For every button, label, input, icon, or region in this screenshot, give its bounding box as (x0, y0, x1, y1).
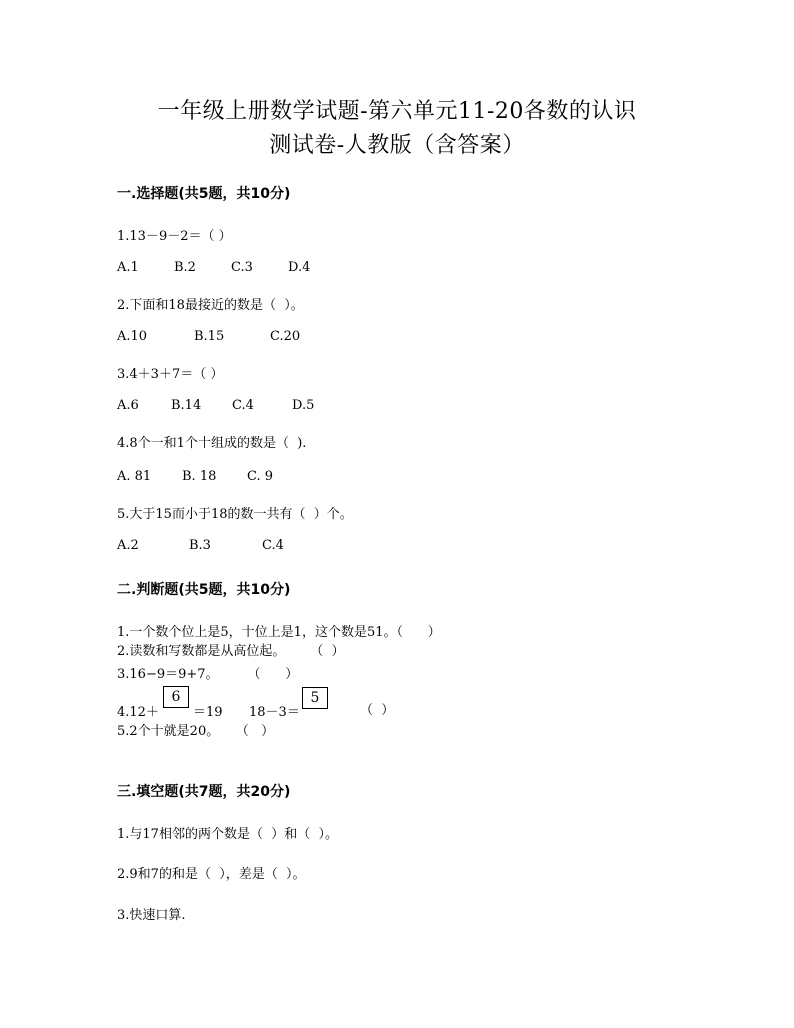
fill-2: 2.9和7的和是（ ），差是（ ）。 (117, 867, 306, 882)
question-1-1: 1.13－9－2＝（ ） (117, 229, 232, 244)
judgement-2: 2.读数和写数都是从高位起。 （ ） (117, 644, 345, 659)
option-a: A.10 (117, 329, 148, 344)
fill-1: 1.与17相邻的两个数是（ ）和（ ）。 (117, 827, 338, 842)
option-c: C.20 (270, 329, 301, 344)
judgement-4-expr2: 18－3＝ (249, 705, 300, 720)
option-b: B.3 (189, 538, 211, 553)
option-a: A. 81 (117, 469, 152, 484)
document-title-line2: 测试卷-人教版（含答案） (269, 133, 525, 158)
option-d: D.4 (288, 260, 311, 275)
fill-3: 3.快速口算. (117, 908, 186, 923)
option-b: B. 18 (182, 469, 217, 484)
option-c: C. 9 (247, 469, 274, 484)
option-a: A.6 (117, 398, 139, 413)
judgement-5: 5.2个十就是20。 （ ） (117, 724, 275, 739)
option-b: B.15 (194, 329, 225, 344)
option-c: C.4 (262, 538, 284, 553)
section-heading-judgement: 二.判断题(共5题，共10分) (117, 582, 291, 598)
judgement-1: 1.一个数个位上是5，十位上是1，这个数是51。（ ） (117, 625, 441, 640)
question-1-5: 5.大于15而小于18的数一共有（ ）个。 (117, 507, 353, 522)
question-1-3: 3.4＋3＋7＝（ ） (117, 367, 224, 382)
question-1-2: 2.下面和18最接近的数是（ ）。 (117, 298, 304, 313)
option-c: C.3 (231, 260, 253, 275)
section-heading-fill: 三.填空题(共7题，共20分) (117, 784, 291, 800)
judgement-4-prefix: 4.12＋ (117, 705, 159, 720)
judgement-3: 3.16−9＝9+7。 （ ） (117, 667, 299, 682)
judgement-4-mid: ＝19 (193, 705, 223, 720)
option-b: B.2 (174, 260, 196, 275)
question-1-4: 4.8个一和1个十组成的数是（ ). (117, 436, 307, 451)
option-a: A.2 (117, 538, 139, 553)
judgement-4-suffix: （ ） (360, 703, 395, 718)
option-b: B.14 (171, 398, 202, 413)
answer-box-5: 5 (302, 687, 328, 709)
option-c: C.4 (232, 398, 254, 413)
document-title-line1: 一年级上册数学试题-第六单元11-20各数的认识 (157, 99, 637, 124)
section-heading-choice: 一.选择题(共5题，共10分) (117, 186, 291, 202)
option-d: D.5 (292, 398, 315, 413)
answer-box-6: 6 (163, 686, 189, 708)
option-a: A.1 (117, 260, 139, 275)
